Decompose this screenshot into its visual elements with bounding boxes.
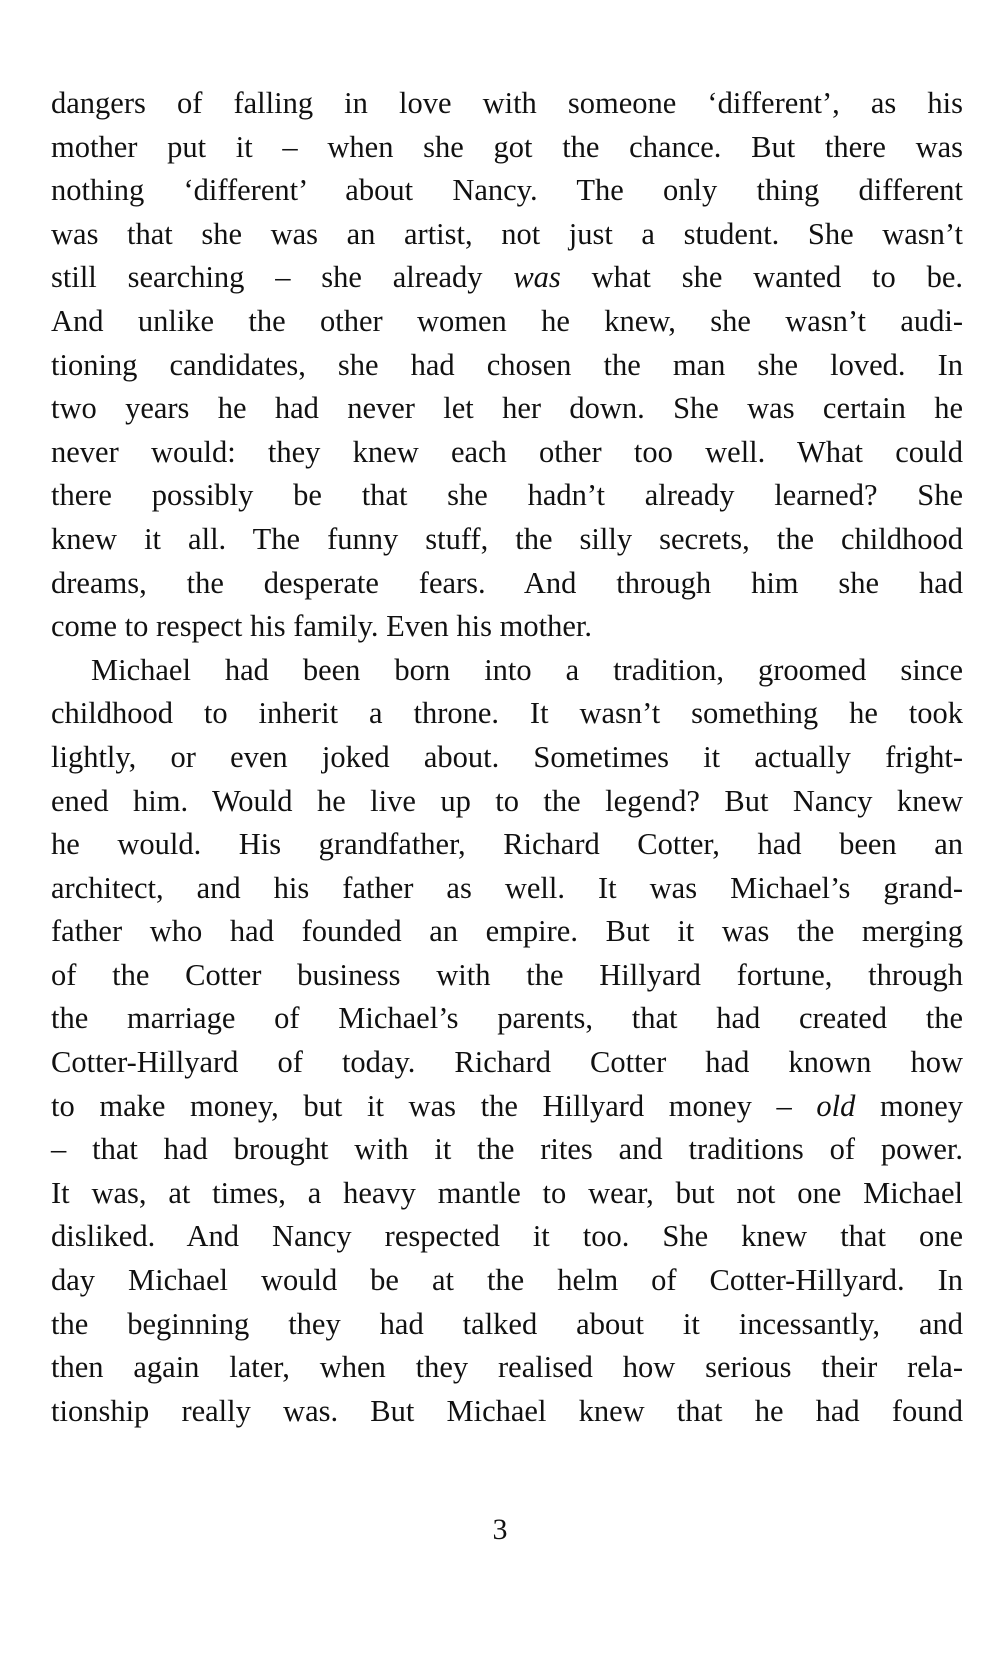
italic-word: was [513, 260, 561, 295]
text-line: ened him. Would he live up to the legend? But Nancy knew [51, 783, 963, 818]
page-number: 3 [492, 1513, 508, 1546]
text-line: father who had founded an empire. But it was the merging [51, 914, 963, 949]
text-line: of the Cotter business with the Hillyard fortune, through [51, 957, 963, 992]
text-line: It was, at times, a heavy mantle to wear, but not one Michael [51, 1175, 963, 1210]
text-line: to make money, but it was the Hillyard money – old money [51, 1088, 963, 1123]
text-line: lightly, or even joked about. Sometimes it actually fright- [51, 739, 963, 774]
text-line: two years he had never let her down. She was certain he [51, 391, 963, 426]
text-line: the marriage of Michael’s parents, that had created the [51, 1001, 963, 1036]
text-line: still searching – she already was what she wanted to be. [51, 260, 963, 295]
text-line: tioning candidates, she had chosen the man she loved. In [51, 347, 963, 382]
text-line: – that had brought with it the rites and traditions of power. [51, 1132, 963, 1167]
text-line: dreams, the desperate fears. And through him she had [51, 565, 963, 600]
text-line: day Michael would be at the helm of Cotter-Hillyard. In [51, 1263, 963, 1298]
text-line: never would: they knew each other too well. What could [51, 434, 963, 469]
text-line: was that she was an artist, not just a student. She wasn’t [51, 216, 963, 251]
text-line: the beginning they had talked about it incessantly, and [51, 1306, 963, 1341]
text-line: mother put it – when she got the chance. But there was [51, 129, 963, 164]
text-line: dangers of falling in love with someone ‘different’, as his [51, 86, 963, 120]
text-line: childhood to inherit a throne. It wasn’t something he took [51, 696, 963, 731]
text-line: come to respect his family. Even his mother. [51, 609, 592, 644]
text-line: there possibly be that she hadn’t already learned? She [51, 478, 963, 513]
text-line: then again later, when they realised how serious their rela- [51, 1350, 963, 1385]
text-line: he would. His grandfather, Richard Cotter, had been an [51, 827, 963, 862]
text-line: knew it all. The funny stuff, the silly secrets, the childhood [51, 521, 963, 556]
text-line: tionship really was. But Michael knew that he had found [51, 1393, 963, 1428]
text-line: nothing ‘different’ about Nancy. The only thing different [51, 173, 963, 208]
text-line: disliked. And Nancy respected it too. She knew that one [51, 1219, 963, 1254]
body-text [51, 82, 963, 1433]
text-line: And unlike the other women he knew, she wasn’t audi- [51, 303, 963, 338]
text-line: architect, and his father as well. It was Michael’s grand- [51, 870, 963, 905]
text-line: Michael had been born into a tradition, groomed since [91, 652, 963, 687]
text-line: Cotter-Hillyard of today. Richard Cotter had known how [51, 1045, 963, 1080]
italic-word: old [816, 1088, 856, 1123]
